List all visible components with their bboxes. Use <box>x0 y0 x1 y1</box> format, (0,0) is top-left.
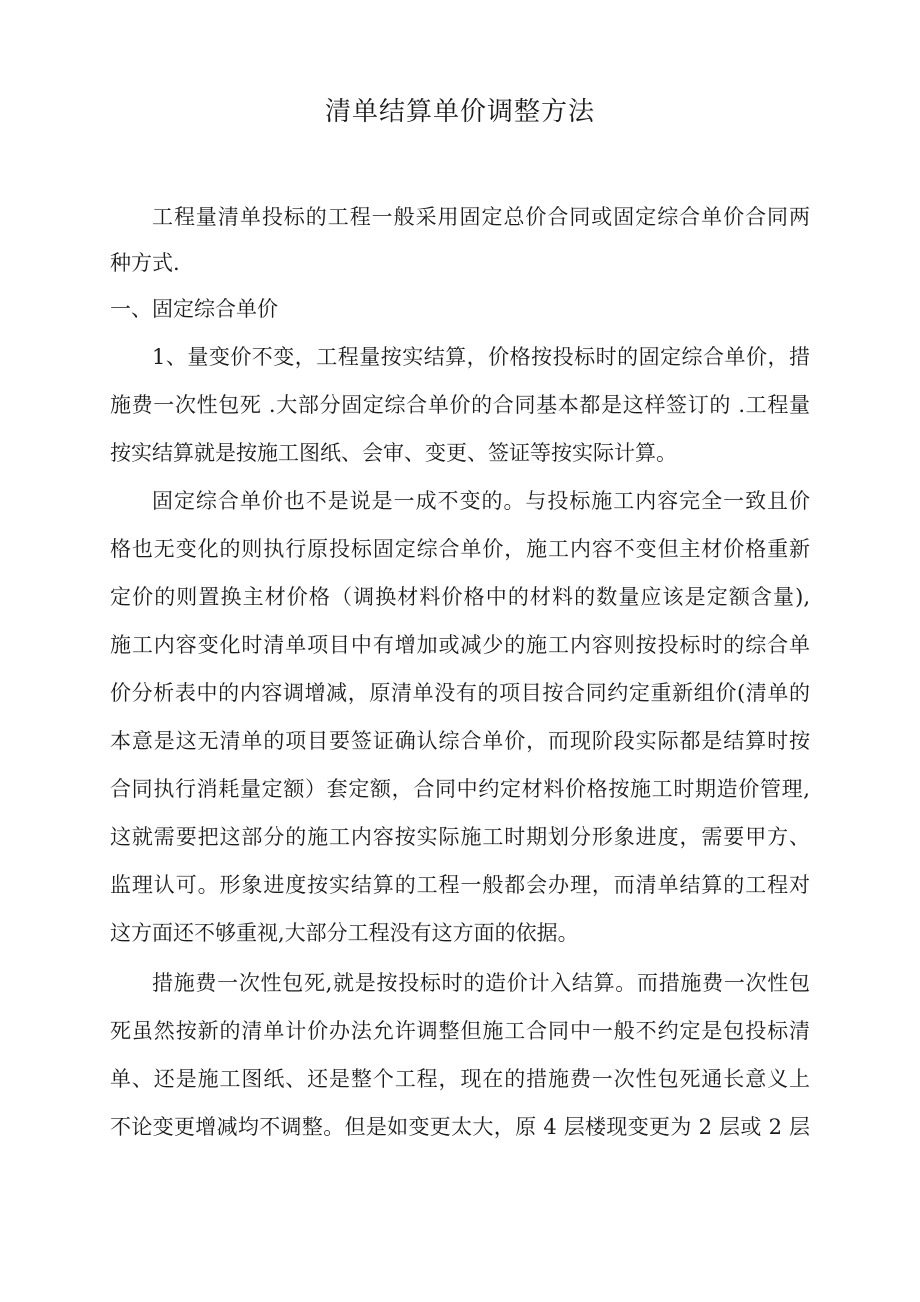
paragraph-line: 工程量清单投标的工程一般采用固定总价合同或固定综合单价合同两 <box>152 205 810 229</box>
paragraph-line: 格也无变化的则执行原投标固定综合单价，施工内容不变但主材价格重新 <box>110 537 810 561</box>
paragraph-line: 1、量变价不变，工程量按实结算，价格按投标时的固定综合单价，措 <box>152 345 810 369</box>
paragraph-line: 本意是这无清单的项目要签证确认综合单价，而现阶段实际都是结算时按 <box>110 729 810 753</box>
paragraph-line: 单、还是施工图纸、还是整个工程，现在的措施费一次性包死通长意义上 <box>110 1067 810 1091</box>
paragraph-line: 合同执行消耗量定额）套定额，合同中约定材料价格按施工时期造价管理, <box>110 777 810 801</box>
document-title: 清单结算单价调整方法 <box>324 97 595 127</box>
paragraph-line: 这就需要把这部分的施工内容按实际施工时期划分形象进度，需要甲方、 <box>110 825 810 849</box>
paragraph-line: 种方式. <box>110 251 180 275</box>
section-heading: 一、固定综合单价 <box>110 297 278 321</box>
paragraph-line: 死虽然按新的清单计价办法允许调整但施工合同中一般不约定是包投标清 <box>110 1019 810 1043</box>
paragraph-line: 不论变更增减均不调整。但是如变更太大，原 4 层楼现变更为 2 层或 2 层 <box>110 1115 810 1139</box>
paragraph-line: 监理认可。形象进度按实结算的工程一般都会办理，而清单结算的工程对 <box>110 873 810 897</box>
paragraph-line: 按实结算就是按施工图纸、会审、变更、签证等按实际计算。 <box>110 441 677 465</box>
paragraph-line: 措施费一次性包死,就是按投标时的造价计入结算。而措施费一次性包 <box>152 971 810 995</box>
paragraph-line: 固定综合单价也不是说是一成不变的。与投标施工内容完全一致且价 <box>152 489 810 513</box>
paragraph-line: 定价的则置换主材价格（调换材料价格中的材料的数量应该是定额含量), <box>110 585 810 609</box>
paragraph-line: 这方面还不够重视,大部分工程没有这方面的依据。 <box>110 921 579 945</box>
paragraph-line: 施工内容变化时清单项目中有增加或减少的施工内容则按投标时的综合单 <box>110 633 810 657</box>
paragraph-line: 施费一次性包死 .大部分固定综合单价的合同基本都是这样签订的 .工程量 <box>110 393 810 417</box>
paragraph-line: 价分析表中的内容调增减，原清单没有的项目按合同约定重新组价(清单的 <box>110 681 810 705</box>
